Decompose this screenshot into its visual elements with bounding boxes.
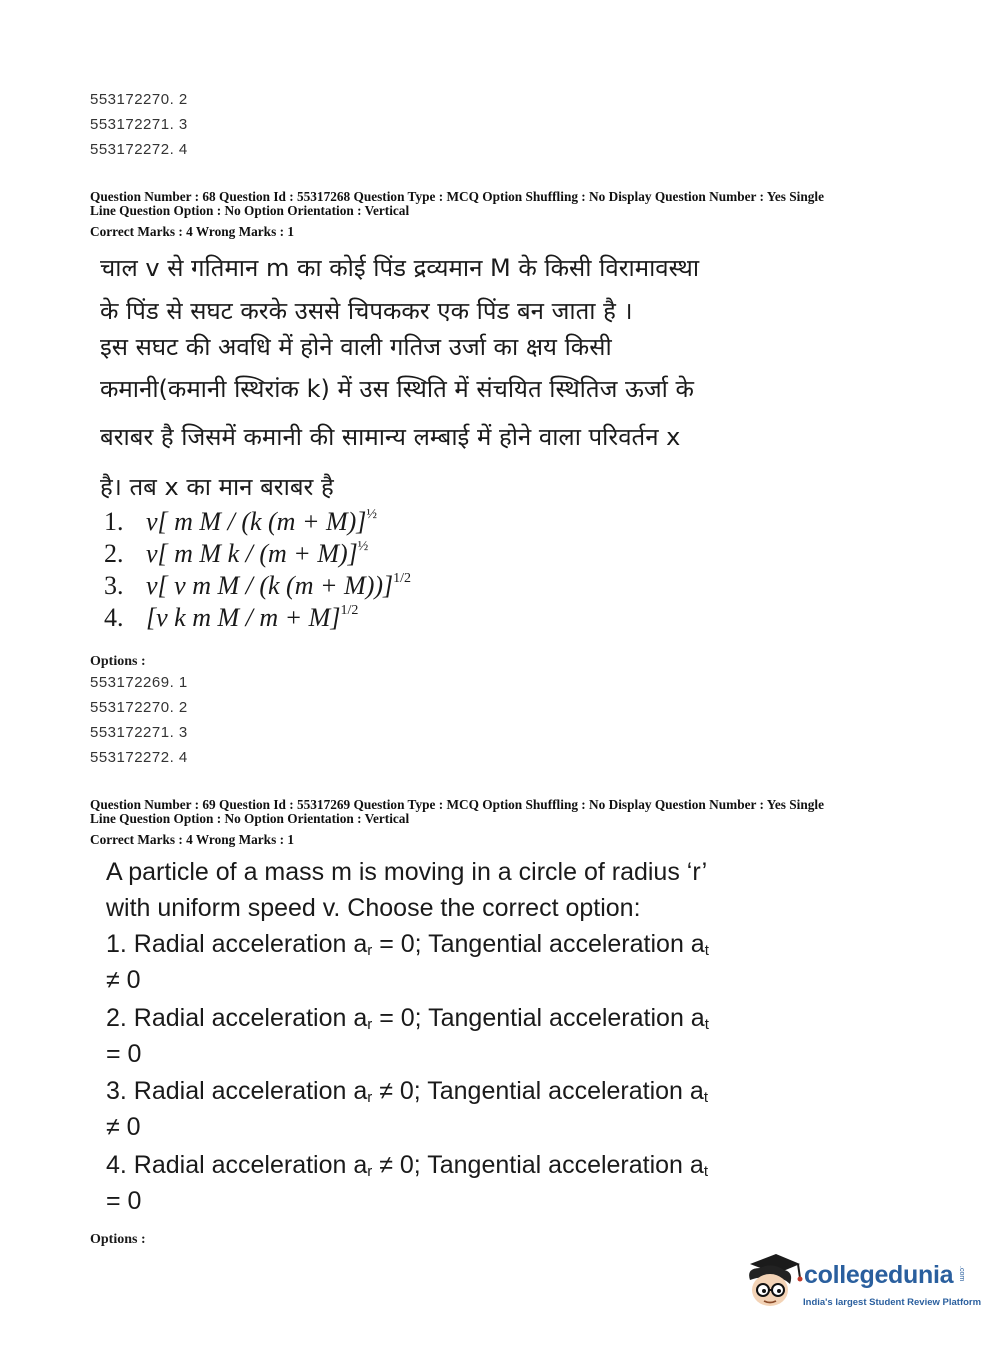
choice-number: 1. xyxy=(104,507,124,536)
choice-number: 2. xyxy=(104,539,124,568)
q68-text-line: के पिंड से सघट करके उससे चिपककर एक पिंड बन जाता है । xyxy=(100,297,633,325)
prev-option-line: 553172272. 4 xyxy=(90,141,188,158)
q68-option-line: 553172271. 3 xyxy=(90,724,188,741)
choice-number: 3. xyxy=(104,571,124,600)
q68-text-line: है। तब x का मान बराबर है xyxy=(100,473,334,501)
prev-option-line: 553172271. 3 xyxy=(90,116,188,133)
subscript: t xyxy=(704,942,709,959)
q68-meta xyxy=(90,190,920,218)
choice-text: = 0; Tangential acceleration a xyxy=(372,930,705,958)
q68-text-line: बराबर है जिसमें कमानी की सामान्य लम्बाई में होने वाला परिवर्तन x xyxy=(100,423,681,451)
prev-option-line: 553172270. 2 xyxy=(90,91,188,108)
q69-choice-3-cont: ≠ 0 xyxy=(106,1113,141,1141)
collegedunia-logo-text: collegedunia xyxy=(804,1261,954,1289)
q69-choice-3 xyxy=(106,1077,708,1106)
q69-options-label: Options : xyxy=(90,1232,146,1247)
subscript: r xyxy=(367,1163,373,1180)
subscript: t xyxy=(703,1163,708,1180)
q68-options-label: Options : xyxy=(90,654,146,669)
q69-choice-2 xyxy=(106,1004,709,1033)
q68-marks: Correct Marks : 4 Wrong Marks : 1 xyxy=(90,224,294,239)
collegedunia-mascot-icon xyxy=(742,1250,804,1312)
q69-marks: Correct Marks : 4 Wrong Marks : 1 xyxy=(90,832,294,847)
q69-choice-2-cont: = 0 xyxy=(106,1040,142,1068)
subscript: r xyxy=(367,1016,373,1033)
q68-meta-line1: Question Number : 68 Question Id : 55317268 Question Type : MCQ Option Shuffling : No Display Question Number : Yes Single xyxy=(90,189,824,204)
choice-exponent: 1/2 xyxy=(393,571,412,586)
choice-formula: [v k m M / m + M] xyxy=(146,603,341,632)
subscript: t xyxy=(704,1016,709,1033)
choice-exponent: ½ xyxy=(357,539,369,554)
logo-dotcom: .com xyxy=(958,1266,965,1282)
q68-text-line: इस सघट की अवधि में होने वाली गतिज उर्जा का क्षय किसी xyxy=(100,333,612,361)
q68-option-line: 553172270. 2 xyxy=(90,699,188,716)
q69-choice-1-cont: ≠ 0 xyxy=(106,966,141,994)
choice-text: ≠ 0; Tangential acceleration a xyxy=(372,1151,704,1179)
collegedunia-tagline: India's largest Student Review Platform xyxy=(803,1297,982,1308)
subscript: r xyxy=(367,942,373,959)
choice-text: 1. Radial acceleration a xyxy=(106,930,368,958)
q69-choice-4 xyxy=(106,1151,708,1180)
choice-formula: v[ v m M / (k (m + M))] xyxy=(146,571,394,600)
q69-meta-line1: Question Number : 69 Question Id : 55317269 Question Type : MCQ Option Shuffling : No Display Question Number : Yes Single xyxy=(90,797,824,812)
choice-formula: v[ m M / (k (m + M)] xyxy=(146,507,367,536)
choice-exponent: ½ xyxy=(366,507,377,522)
choice-text: ≠ 0; Tangential acceleration a xyxy=(372,1077,704,1105)
q69-stem-line: A particle of a mass m is moving in a circle of radius ‘r’ xyxy=(106,858,708,886)
q68-text-line: चाल v से गतिमान m का कोई पिंड द्रव्यमान M के किसी विरामावस्था xyxy=(100,254,700,282)
choice-number: 4. xyxy=(104,603,124,632)
q68-option-line: 553172269. 1 xyxy=(90,674,188,691)
q68-choice-3 xyxy=(104,571,411,601)
q69-stem-line: with uniform speed v. Choose the correct option: xyxy=(106,894,641,922)
q69-choice-4-cont: = 0 xyxy=(106,1187,142,1215)
choice-text: 3. Radial acceleration a xyxy=(106,1077,368,1105)
q68-option-line: 553172272. 4 xyxy=(90,749,188,766)
choice-text: = 0; Tangential acceleration a xyxy=(372,1004,705,1032)
q68-meta-line2: Line Question Option : No Option Orientation : Vertical xyxy=(90,203,410,218)
subscript: r xyxy=(367,1089,373,1106)
q69-meta-line2: Line Question Option : No Option Orientation : Vertical xyxy=(90,811,410,826)
q68-choice-2 xyxy=(104,539,368,569)
q69-choice-1 xyxy=(106,930,709,959)
subscript: t xyxy=(703,1089,708,1106)
choice-exponent: 1/2 xyxy=(340,603,359,618)
q68-choice-1 xyxy=(104,507,377,537)
q68-text-line: कमानी(कमानी स्थिरांक k) में उस स्थिति में संचयित स्थितिज ऊर्जा के xyxy=(100,375,694,403)
choice-text: 4. Radial acceleration a xyxy=(106,1151,368,1179)
choice-text: 2. Radial acceleration a xyxy=(106,1004,368,1032)
choice-formula: v[ m M k / (m + M)] xyxy=(146,539,358,568)
q68-choice-4 xyxy=(104,603,358,633)
q69-meta xyxy=(90,798,920,826)
